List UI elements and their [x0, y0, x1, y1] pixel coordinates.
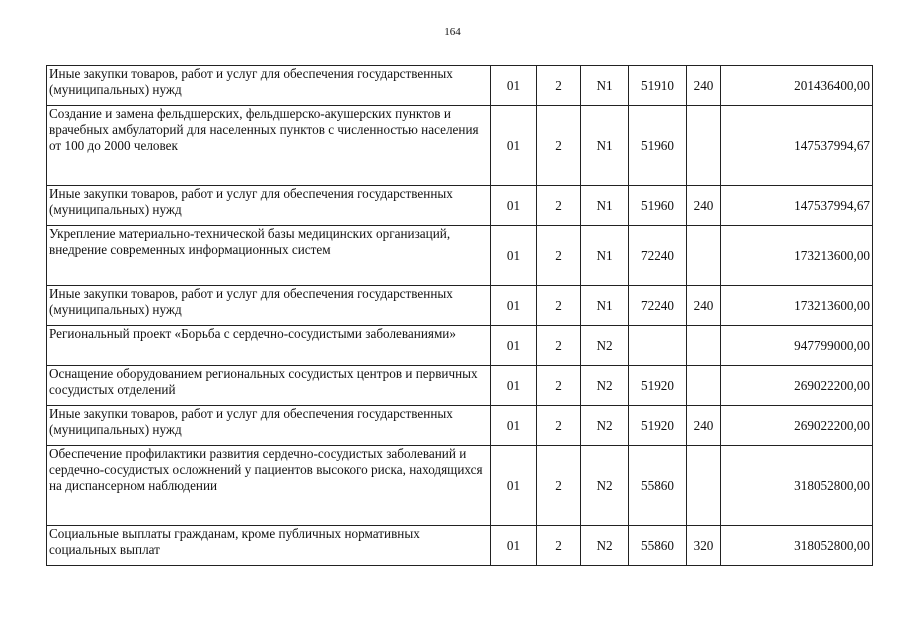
code-4 — [629, 326, 687, 366]
code-3: N1 — [581, 106, 629, 186]
code-1: 01 — [491, 286, 537, 326]
code-1: 01 — [491, 186, 537, 226]
code-5 — [687, 366, 721, 406]
code-5 — [687, 106, 721, 186]
code-3: N1 — [581, 286, 629, 326]
row-name: Иные закупки товаров, работ и услуг для обеспечения государственных (муниципальных) нужд — [47, 406, 491, 446]
code-3: N1 — [581, 186, 629, 226]
code-3: N1 — [581, 226, 629, 286]
table-row — [47, 446, 873, 526]
amount: 318052800,00 — [721, 446, 873, 526]
amount: 269022200,00 — [721, 366, 873, 406]
code-4: 51920 — [629, 366, 687, 406]
code-5: 240 — [687, 186, 721, 226]
code-3: N2 — [581, 526, 629, 566]
page-number: 164 — [444, 26, 461, 38]
table-row — [47, 286, 873, 326]
row-name: Оснащение оборудованием региональных сосудистых центров и первичных сосудистых отделений — [47, 366, 491, 406]
amount: 173213600,00 — [721, 226, 873, 286]
code-4: 72240 — [629, 286, 687, 326]
row-name: Создание и замена фельдшерских, фельдшерско-акушерских пунктов и врачебных амбулаторий для населенных пунктов с численностью населения от 100 до 2000 человек — [47, 106, 491, 186]
code-4: 51960 — [629, 106, 687, 186]
row-name: Укрепление материально-технической базы медицинских организаций, внедрение современных информационных систем — [47, 226, 491, 286]
amount: 947799000,00 — [721, 326, 873, 366]
code-1: 01 — [491, 366, 537, 406]
code-1: 01 — [491, 406, 537, 446]
amount: 173213600,00 — [721, 286, 873, 326]
code-2: 2 — [537, 406, 581, 446]
code-3: N2 — [581, 366, 629, 406]
code-1: 01 — [491, 326, 537, 366]
code-1: 01 — [491, 106, 537, 186]
budget-table — [46, 65, 873, 566]
code-2: 2 — [537, 446, 581, 526]
amount: 318052800,00 — [721, 526, 873, 566]
table-row — [47, 526, 873, 566]
code-2: 2 — [537, 526, 581, 566]
code-3: N2 — [581, 446, 629, 526]
amount: 147537994,67 — [721, 186, 873, 226]
code-5 — [687, 446, 721, 526]
code-4: 51910 — [629, 66, 687, 106]
code-5: 320 — [687, 526, 721, 566]
row-name: Социальные выплаты гражданам, кроме публичных нормативных социальных выплат — [47, 526, 491, 566]
code-2: 2 — [537, 226, 581, 286]
row-name: Иные закупки товаров, работ и услуг для обеспечения государственных (муниципальных) нужд — [47, 186, 491, 226]
table-row — [47, 406, 873, 446]
table-row — [47, 66, 873, 106]
code-5 — [687, 226, 721, 286]
code-1: 01 — [491, 526, 537, 566]
amount: 147537994,67 — [721, 106, 873, 186]
amount: 269022200,00 — [721, 406, 873, 446]
code-2: 2 — [537, 326, 581, 366]
code-4: 51920 — [629, 406, 687, 446]
code-5 — [687, 326, 721, 366]
code-4: 72240 — [629, 226, 687, 286]
table-row — [47, 366, 873, 406]
row-name: Обеспечение профилактики развития сердечно-сосудистых заболеваний и сердечно-сосудистых осложнений у пациентов высокого риска, находящихся на диспансерном наблюдении — [47, 446, 491, 526]
code-1: 01 — [491, 66, 537, 106]
code-2: 2 — [537, 106, 581, 186]
table-row — [47, 186, 873, 226]
code-4: 55860 — [629, 446, 687, 526]
code-4: 51960 — [629, 186, 687, 226]
code-2: 2 — [537, 366, 581, 406]
code-4: 55860 — [629, 526, 687, 566]
table-row — [47, 226, 873, 286]
row-name: Иные закупки товаров, работ и услуг для обеспечения государственных (муниципальных) нужд — [47, 286, 491, 326]
code-3: N1 — [581, 66, 629, 106]
code-5: 240 — [687, 66, 721, 106]
amount: 201436400,00 — [721, 66, 873, 106]
code-3: N2 — [581, 406, 629, 446]
row-name: Иные закупки товаров, работ и услуг для обеспечения государственных (муниципальных) нужд — [47, 66, 491, 106]
table-row — [47, 326, 873, 366]
table-row — [47, 106, 873, 186]
code-3: N2 — [581, 326, 629, 366]
code-2: 2 — [537, 186, 581, 226]
code-1: 01 — [491, 446, 537, 526]
code-1: 01 — [491, 226, 537, 286]
code-2: 2 — [537, 66, 581, 106]
code-5: 240 — [687, 406, 721, 446]
code-5: 240 — [687, 286, 721, 326]
code-2: 2 — [537, 286, 581, 326]
row-name: Региональный проект «Борьба с сердечно-сосудистыми заболеваниями» — [47, 326, 491, 366]
